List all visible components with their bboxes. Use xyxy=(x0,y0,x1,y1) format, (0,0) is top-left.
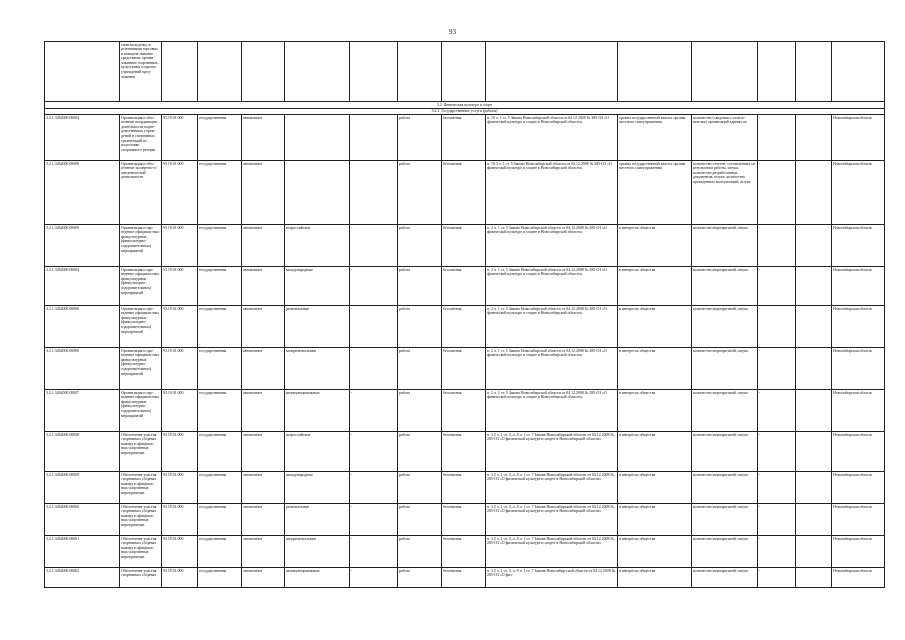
subsection-title: 3.2.1. Государственные услуги (работы) xyxy=(45,108,885,115)
cell-blank: - xyxy=(350,504,398,536)
cell-name: Организация и про-ведение официаль-ных физкультурных (физкультурно-оздоровительных) мероприятий xyxy=(120,267,162,306)
cell-blank: - xyxy=(350,225,398,267)
cell-spare xyxy=(796,348,832,390)
cell-npa: п. 2 ч. 1 ст. 5 Закона Новосибирской области от 04.12.2008 № 285-ОЗ «О физической культуре и спорте в Новосибирской области» xyxy=(486,306,618,348)
cell-form: автономное xyxy=(242,225,285,267)
cell-extra: - xyxy=(758,568,796,588)
cell-type: работа xyxy=(398,225,442,267)
cell-name: Обеспечение участия спортивных сборных команд в официаль-ных спортивных мероприятиях xyxy=(120,472,162,504)
cell-npa: п. 3.5 ч. 1 ст. 5, п. 8 ч. 1 ст. 7 Закона Новосибирской области от 04.12.2008 № 285-ОЗ «О физической культуре и спорте в Новосибирской области» xyxy=(486,504,618,536)
cell-spare xyxy=(796,267,832,306)
cell-npa: п. 3.5 ч. 1 ст. 5, п. 8 ч. 1 ст. 7 Закона Новосибирской области от 04.12.2008 № 285-ОЗ «О физической культуре и спорте в Новосибирской области» xyxy=(486,536,618,568)
cell-code: 3.2.1.3262000.00004 xyxy=(45,267,120,306)
cell-indicator: количество (сведения о пользо-вателях) организаций единиц-ах xyxy=(692,115,758,161)
cell-form: автономное xyxy=(242,504,285,536)
top-empty-cell xyxy=(45,42,120,102)
cell-okved: 93.19.01.000 xyxy=(162,161,198,225)
cell-level: региональные xyxy=(285,306,350,348)
cell-name: Организация и про-ведение официаль-ных физкультурных (физкультурно-оздоровительных) мероприятий xyxy=(120,390,162,432)
cell-spare xyxy=(796,115,832,161)
cell-own: государственная xyxy=(198,267,242,306)
section-title: 3.2. Физическая культура и спорт xyxy=(45,102,885,109)
table-row xyxy=(45,267,885,306)
cell-code: 3.2.1.3262000.00061 xyxy=(45,536,120,568)
cell-pay: бесплатная xyxy=(442,432,486,472)
cell-form: автономное xyxy=(242,267,285,306)
cell-consumers: в интересах общества xyxy=(618,306,692,348)
cell-type: работа xyxy=(398,161,442,225)
cell-type: работа xyxy=(398,348,442,390)
cell-okved: 93.19.01.000 xyxy=(162,390,198,432)
cell-level: международные xyxy=(285,472,350,504)
cell-form: автономное xyxy=(242,536,285,568)
cell-code: 3.2.1.3262000.00062 xyxy=(45,568,120,588)
cell-consumers: в интересах общества xyxy=(618,432,692,472)
cell-name: Обеспечение участия спортивных сборных команд в официаль-ных спортивных мероприятиях xyxy=(120,504,162,536)
cell-blank: - xyxy=(350,472,398,504)
cell-npa: п. 2 ч. 1 ст. 5 Закона Новосибирской области от 04.12.2008 № 285-ОЗ «О физической культуре и спорте в Новосибирской области» xyxy=(486,225,618,267)
cell-code: 3.2.1.3262000.00006 xyxy=(45,348,120,390)
cell-npa: п. 3.5 ч. 1 ст. 5, п. 8 ч. 1 ст. 7 Закона Новосибирской области от 04.12.2008 № 285-ОЗ «О физической культуре и спорте в Новосибирской области» xyxy=(486,432,618,472)
cell-own: государственная xyxy=(198,348,242,390)
cell-okved: 93.19.01.000 xyxy=(162,348,198,390)
cell-region: Новосибирская область xyxy=(832,225,885,267)
table-row xyxy=(45,161,885,225)
cell-own: государственная xyxy=(198,568,242,588)
cell-type: работа xyxy=(398,432,442,472)
cell-okved: 93.19.01.000 xyxy=(162,115,198,161)
cell-own: государственная xyxy=(198,306,242,348)
cell-blank: - xyxy=(350,267,398,306)
subsection-row xyxy=(45,108,885,115)
cell-pay: бесплатная xyxy=(442,536,486,568)
cell-form: автономное xyxy=(242,568,285,588)
cell-code: 3.2.1.3262000.00004 xyxy=(45,115,120,161)
cell-form: автономное xyxy=(242,432,285,472)
cell-type: работа xyxy=(398,472,442,504)
cell-indicator: количество меропри-ятий, штука xyxy=(692,536,758,568)
cell-pay: бесплатная xyxy=(442,161,486,225)
cell-pay: бесплатная xyxy=(442,115,486,161)
cell-consumers: в интересах общества xyxy=(618,536,692,568)
table-row xyxy=(45,225,885,267)
cell-own: государственная xyxy=(198,115,242,161)
table-row xyxy=(45,348,885,390)
cell-indicator: количество меропри-ятий, штука xyxy=(692,267,758,306)
cell-spare xyxy=(796,432,832,472)
cell-consumers: органы государственной власти, органы местного самоуправления xyxy=(618,115,692,161)
cell-indicator: количество меропри-ятий, штука xyxy=(692,348,758,390)
cell-level: международные xyxy=(285,267,350,306)
cell-code: 3.2.1.3262000.00009 xyxy=(45,225,120,267)
cell-blank: - xyxy=(350,348,398,390)
cell-name: Обеспечение участия спортивных сборных команд в официаль-ных спортивных мероприятиях xyxy=(120,536,162,568)
cell-indicator: количество меропри-ятий, штука xyxy=(692,390,758,432)
cell-consumers: органы государственной власти, органы местного самоуправления xyxy=(618,161,692,225)
cell-type: работа xyxy=(398,306,442,348)
registry-table xyxy=(44,41,885,588)
cell-code: 3.2.1.3262000.00009 xyxy=(45,472,120,504)
cell-own: государственная xyxy=(198,390,242,432)
cell-pay: бесплатная xyxy=(442,306,486,348)
cell-region: Новосибирская область xyxy=(832,504,885,536)
cell-consumers: в интересах общества xyxy=(618,472,692,504)
cell-blank: - xyxy=(350,568,398,588)
cell-blank xyxy=(350,161,398,225)
cell-extra: - xyxy=(758,306,796,348)
cell-form: автономное xyxy=(242,472,285,504)
cell-extra: - xyxy=(758,225,796,267)
cell-spare xyxy=(796,472,832,504)
cell-okved: 93.19.01.000 xyxy=(162,568,198,588)
table-row xyxy=(45,306,885,348)
cell-name: Организация и обес-печение координации деятельности подве-домственных учреж-дений и спортивных организаций по подготовке спортивного резерва xyxy=(120,115,162,161)
cell-blank xyxy=(350,115,398,161)
cell-extra: - xyxy=(758,161,796,225)
cell-spare xyxy=(796,568,832,588)
cell-npa: п. 2 ч. 1 ст. 5 Закона Новосибирской области от 04.12.2008 № 285-ОЗ «О физической культуре и спорте в Новосибирской области» xyxy=(486,390,618,432)
cell-okved: 93.19.01.000 xyxy=(162,504,198,536)
cell-blank: - xyxy=(350,432,398,472)
cell-pay: бесплатная xyxy=(442,348,486,390)
cell-region: Новосибирская область xyxy=(832,536,885,568)
cell-form: автономное xyxy=(242,115,285,161)
cell-indicator: количество меропри-ятий, штука xyxy=(692,568,758,588)
cell-consumers: в интересах общества xyxy=(618,348,692,390)
cell-blank: - xyxy=(350,306,398,348)
cell-indicator: количество меропри-ятий, штука xyxy=(692,306,758,348)
cell-npa: п. 2 ч. 1 ст. 5 Закона Новосибирской области от 04.12.2008 № 285-ОЗ «О физической культуре и спорте в Новосибирской области» xyxy=(486,348,618,390)
cell-spare xyxy=(796,225,832,267)
cell-indicator: количество меропри-ятий, штука xyxy=(692,432,758,472)
cell-code: 3.2.1.3262000.00060 xyxy=(45,504,120,536)
cell-name: Обеспечение участия спортивных сборных xyxy=(120,568,162,588)
cell-own: государственная xyxy=(198,472,242,504)
cell-okved: 93.19.01.000 xyxy=(162,472,198,504)
cell-region: Новосибирская область xyxy=(832,267,885,306)
cell-level: региональные xyxy=(285,504,350,536)
cell-type: работа xyxy=(398,390,442,432)
cell-okved: 93.19.01.000 xyxy=(162,536,198,568)
cell-okved: 93.19.01.000 xyxy=(162,306,198,348)
cell-region: Новосибирская область xyxy=(832,348,885,390)
cell-pay: бесплатная xyxy=(442,504,486,536)
cell-form: автономное xyxy=(242,390,285,432)
cell-okved: 93.19.01.000 xyxy=(162,267,198,306)
cell-type: работа xyxy=(398,536,442,568)
cell-type: работа xyxy=(398,504,442,536)
cell-level: межмуниципальные xyxy=(285,390,350,432)
page-number: 93 xyxy=(449,28,456,36)
cell-region: Новосибирская область xyxy=(832,161,885,225)
cell-name: Организация и про-ведение официаль-ных физкультурных (физкультурно-оздоровительных) мероприятий xyxy=(120,348,162,390)
cell-consumers: в интересах общества xyxy=(618,267,692,306)
cell-own: государственная xyxy=(198,161,242,225)
cell-code: 3.2.1.3262000.00008 xyxy=(45,161,120,225)
top-text-cell: тами молодежи, в-рстничными торговых и коммуна-льными средствами, органи-зованных спортивных, культурных и прочих учреждений пред-ложения xyxy=(120,42,162,102)
cell-indicator: количество меропри-ятий, штука xyxy=(692,504,758,536)
table-row xyxy=(45,472,885,504)
cell-extra: - xyxy=(758,432,796,472)
table-row xyxy=(45,115,885,161)
cell-pay: бесплатная xyxy=(442,267,486,306)
cell-own: государственная xyxy=(198,504,242,536)
cell-region: Новосибирская область xyxy=(832,306,885,348)
cell-region: Новосибирская область xyxy=(832,568,885,588)
cell-form: автономное xyxy=(242,161,285,225)
cell-pay: бесплатная xyxy=(442,225,486,267)
cell-extra: - xyxy=(758,115,796,161)
cell-npa: п. 3.5 ч. 1 ст. 5, п. 8 ч. 1 ст. 7 Закона Новосибир-ской области от 04.12.2008 № 285-ОЗ «О физ- xyxy=(486,568,618,588)
table-row xyxy=(45,568,885,588)
cell-level: всероссийские xyxy=(285,225,350,267)
cell-name: Организация и обес-печение экспертно-го аналитической деятельности xyxy=(120,161,162,225)
cell-extra: - xyxy=(758,472,796,504)
cell-type: работа xyxy=(398,267,442,306)
cell-name: Обеспечение участия спортивных сборных команд в официаль-ных спортивных мероприятиях xyxy=(120,432,162,472)
cell-blank: - xyxy=(350,536,398,568)
cell-own: государственная xyxy=(198,432,242,472)
cell-npa: п. 19.3 ч. 1 ст. 5 Закона Новосибирской области от 04.12.2008 № 285-ОЗ «О физической культуре и спорте в Новосибирской области» xyxy=(486,161,618,225)
cell-spare xyxy=(796,504,832,536)
cell-code: 3.2.1.3262000.00008 xyxy=(45,432,120,472)
cell-own: государственная xyxy=(198,225,242,267)
cell-indicator: количество меропри-ятий, штука xyxy=(692,472,758,504)
cell-consumers: в интересах общества xyxy=(618,225,692,267)
cell-pay: бесплатная xyxy=(442,472,486,504)
table-row xyxy=(45,504,885,536)
cell-own: государственная xyxy=(198,536,242,568)
table-row xyxy=(45,390,885,432)
cell-indicator: количество меропри-ятий, штука xyxy=(692,225,758,267)
cell-okved: 93.19.01.000 xyxy=(162,225,198,267)
section-row xyxy=(45,102,885,109)
cell-extra: - xyxy=(758,267,796,306)
cell-name: Организация и про-ведение официаль-ных физкультурных (физкультурно-оздоровительных) мероприятий xyxy=(120,225,162,267)
cell-npa: п. 3.5 ч. 1 ст. 5, п. 8 ч. 1 ст. 7 Закона Новосибирской области от 04.12.2008 № 285-ОЗ «О физической культуре и спорте в Новосибирской области» xyxy=(486,472,618,504)
cell-okved: 93.19.01.000 xyxy=(162,432,198,472)
cell-spare xyxy=(796,390,832,432)
cell-spare xyxy=(796,161,832,225)
cell-level: межрегиональные xyxy=(285,348,350,390)
cell-level: - xyxy=(285,161,350,225)
cell-type: работа xyxy=(398,115,442,161)
cell-consumers: в интересах общества xyxy=(618,504,692,536)
cell-type: работа xyxy=(398,568,442,588)
cell-code: 3.2.1.3262000.00006 xyxy=(45,306,120,348)
cell-blank: - xyxy=(350,390,398,432)
cell-region: Новосибирская область xyxy=(832,115,885,161)
table-row xyxy=(45,432,885,472)
cell-level: межмуниципальные xyxy=(285,568,350,588)
cell-consumers: в интересах общества xyxy=(618,390,692,432)
cell-form: автономное xyxy=(242,348,285,390)
cell-pay: бесплатная xyxy=(442,390,486,432)
cell-extra: - xyxy=(758,390,796,432)
cell-consumers: в интересах общества xyxy=(618,568,692,588)
cell-extra: - xyxy=(758,504,796,536)
cell-level: - xyxy=(285,115,350,161)
cell-region: Новосибирская область xyxy=(832,472,885,504)
cell-form: автономное xyxy=(242,306,285,348)
cell-level: межрегиональные xyxy=(285,536,350,568)
cell-code: 3.2.1.3262000.00007 xyxy=(45,390,120,432)
cell-indicator: количество отчетов, составленных по результатам работы, штука; количество разработанных документов, штука; количество проведенных консультаций, штука xyxy=(692,161,758,225)
cell-region: Новосибирская область xyxy=(832,432,885,472)
cell-npa: п. 2 ч. 1 ст. 5 Закона Новосибирской области от 04.12.2008 № 285-ОЗ «О физической культуре и спорте в Новосибирской области» xyxy=(486,267,618,306)
cell-extra: - xyxy=(758,536,796,568)
cell-npa: п. 10 ч. 1 ст. 5 Закона Новосибирской области от 04.12.2008 № 285-ОЗ «О физической культуре и спорте в Новосибирской области» xyxy=(486,115,618,161)
top-continuation-row xyxy=(45,42,885,102)
cell-region: Новосибирская область xyxy=(832,390,885,432)
cell-pay: бесплатная xyxy=(442,568,486,588)
cell-spare xyxy=(796,306,832,348)
cell-level: всероссийские xyxy=(285,432,350,472)
cell-extra: - xyxy=(758,348,796,390)
cell-name: Организация и про-ведение официаль-ных физкультурных (физкультурно-оздоровительных) мероприятий xyxy=(120,306,162,348)
cell-spare xyxy=(796,536,832,568)
table-row xyxy=(45,536,885,568)
